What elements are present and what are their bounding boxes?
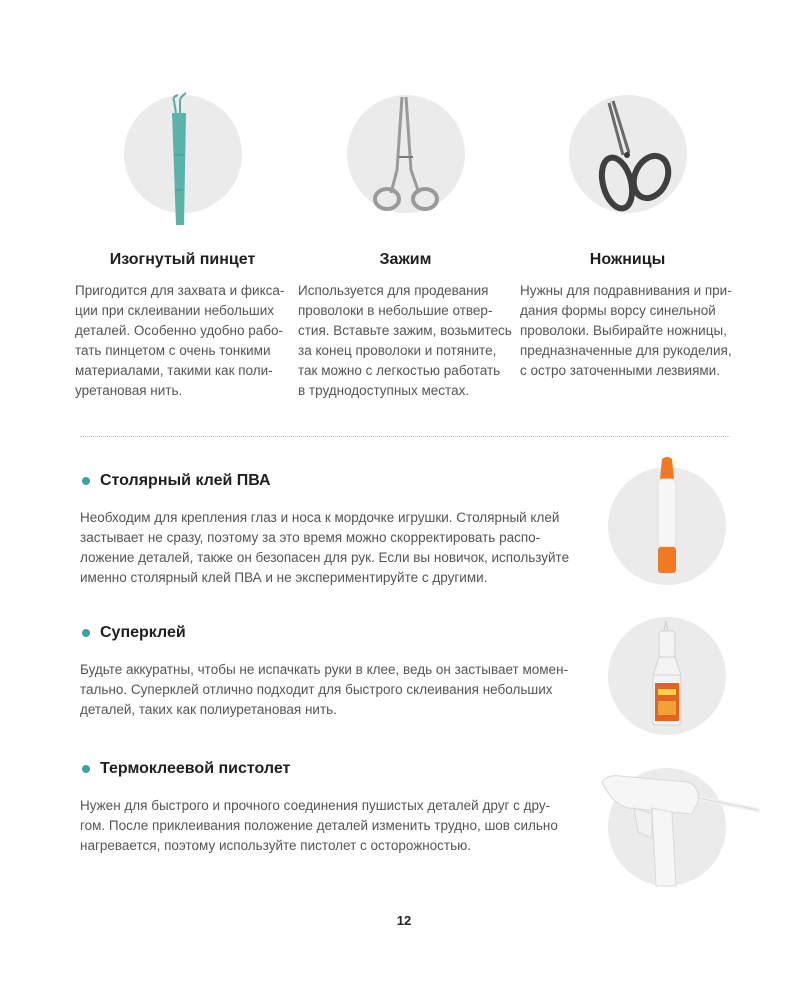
- page-number: 12: [396, 913, 412, 928]
- glue-description: Необходим для крепления глаз и носа к мордочке игрушки. Столярный клей застывает не сразу, поэтому за это время можно скорректировать распо- ложение деталей, также он безопасен для рук. Если вы новичок, используйте именно столярный клей ПВА и не экспериментируйте с другими.: [80, 510, 570, 585]
- glue-heading: [80, 468, 580, 494]
- tool-description: Используется для продевания проволоки в небольшие отвер- стия. Вставьте зажим, возьмитесь за конец проволоки и потяните, так можно с легкостью работать в труднодоступных местах.: [298, 283, 512, 398]
- glue-heading: [80, 756, 580, 782]
- hot-glue-gun-icon: [608, 768, 726, 886]
- hemostat-clamp-icon: [347, 95, 465, 213]
- tool-image-circle: [569, 95, 687, 213]
- bullet-icon: [82, 477, 90, 485]
- tool-clamp: [298, 95, 513, 401]
- tool-curved-tweezers: [75, 95, 290, 401]
- superglue-bottle-icon: [608, 617, 726, 735]
- glue-item-hot-glue-gun: [80, 756, 580, 856]
- tool-image-circle: [347, 95, 465, 213]
- tool-scissors: [520, 95, 735, 381]
- section-divider: [80, 436, 730, 437]
- tool-title: Ножницы: [589, 251, 666, 268]
- glue-title: Суперклей: [100, 624, 186, 641]
- tool-image-circle: [124, 95, 242, 213]
- glue-item-pva: [80, 468, 580, 588]
- scissors-icon: [569, 95, 687, 213]
- glue-image-circle: [608, 617, 726, 735]
- glue-title: Термоклеевой пистолет: [100, 760, 291, 777]
- glue-heading: [80, 620, 580, 646]
- glue-title: Столярный клей ПВА: [100, 472, 271, 489]
- tool-title: Изогнутый пинцет: [109, 251, 256, 268]
- curved-tweezers-icon: [124, 95, 242, 213]
- tool-description: Пригодится для захвата и фикса- ции при склеивании небольших деталей. Особенно удобно рабо- тать пинцетом с очень тонкими материалами, такими как поли- уретановая нить.: [75, 283, 285, 398]
- pva-glue-bottle-icon: [608, 467, 726, 585]
- glue-description: Будьте аккуратны, чтобы не испачкать руки в клее, ведь он застывает момен- тально. Суперклей отлично подходит для быстрого склеивания небольших деталей, таких как полиуретановая нить.: [80, 662, 569, 717]
- glue-description: Нужен для быстрого и прочного соединения пушистых деталей друг с дру- гом. После приклеивания положение деталей изменить трудно, шов сильно нагревается, поэтому используйте пистолет с осторожностью.: [80, 798, 558, 853]
- bullet-icon: [82, 765, 90, 773]
- glue-item-superglue: [80, 620, 580, 720]
- glue-image-circle: [608, 768, 726, 886]
- tool-title: Зажим: [379, 251, 432, 268]
- glue-image-circle: [608, 467, 726, 585]
- tool-description: Нужны для подравнивания и при- дания формы ворсу синельной проволоки. Выбирайте ножницы, предназначенные для рукоделия, с остро заточенными лезвиями.: [520, 283, 732, 378]
- bullet-icon: [82, 629, 90, 637]
